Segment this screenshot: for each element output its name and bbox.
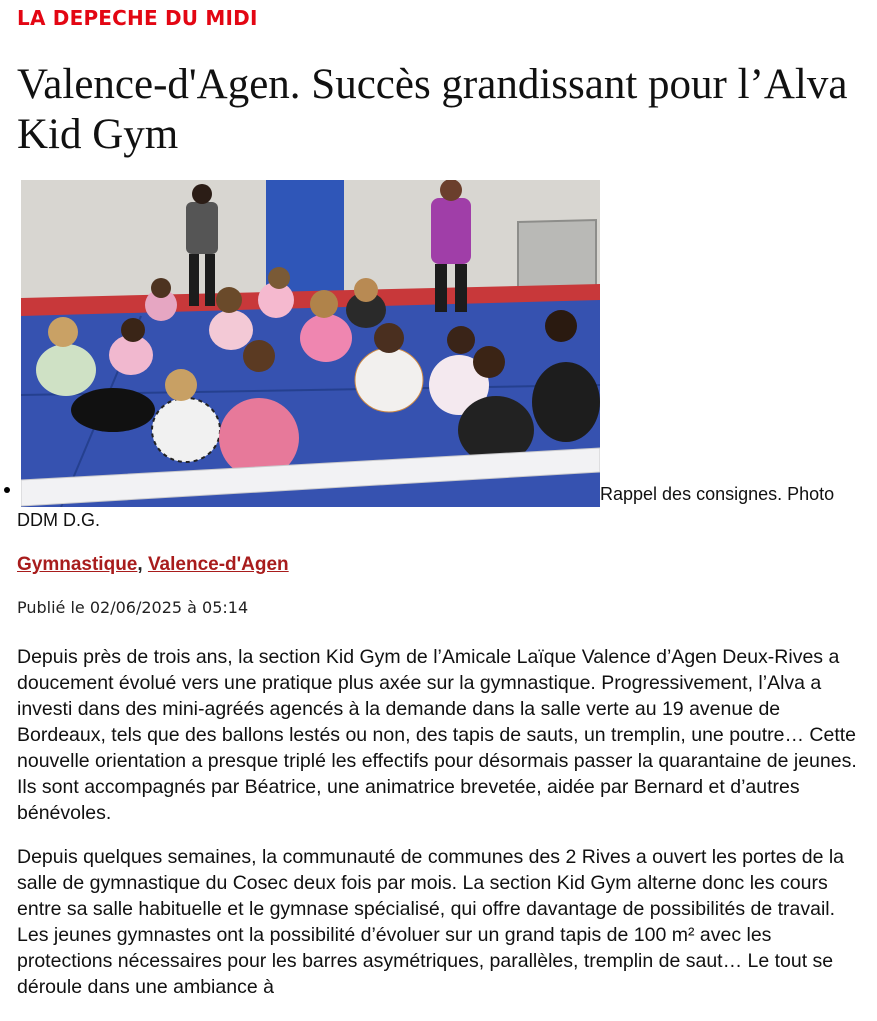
tag-separator: , — [137, 554, 148, 575]
figure-list — [17, 180, 867, 533]
article-tags — [17, 554, 289, 576]
tag-link-valence-dagen[interactable]: Valence-d'Agen — [147, 554, 289, 575]
gymnasium-photo-illustration — [21, 180, 600, 507]
photo-caption: Rappel des consignes. Photo DDM D.G. — [17, 484, 835, 530]
article-body — [17, 644, 867, 1018]
article-headline: Valence-d'Agen. Succès grandissant pour l’Alva Kid Gym — [17, 61, 848, 158]
tag-link-gymnastique[interactable]: Gymnastique — [17, 554, 138, 575]
article-photo — [21, 180, 600, 507]
figure-item — [17, 180, 867, 533]
masthead-logo[interactable]: LA DEPECHE DU MIDI — [17, 6, 258, 30]
article-paragraph: Depuis quelques semaines, la communauté de communes des 2 Rives a ouvert les portes de la salle de gymnastique du Cosec deux fois par mois. La section Kid Gym alterne donc les cours entre sa salle habituelle et le gymnase spécialisé, qui offre davantage de possibilités de travail. Les jeunes gymnastes ont la possibilité d’évoluer sur un grand tapis de 100 m² avec les protections nécessaires pour les barres asymétriques, parallèles, tremplin de saut… Le tout se déroule dans une ambiance à — [17, 846, 845, 998]
list-bullet — [4, 487, 10, 493]
article-paragraph: Depuis près de trois ans, la section Kid Gym de l’Amicale Laïque Valence d’Agen Deux-Rives a doucement évolué vers une pratique plus axée sur la gymnastique. Progressivement, l’Alva a investi dans des mini-agréés agencés à la demande dans la salle verte au 19 avenue de Bordeaux, tels que des ballons lestés ou non, des tapis de sauts, un tremplin, une poutre… Cette nouvelle orientation a presque triplé les effectifs pour désormais passer la quarantaine de jeunes. Ils sont accompagnés par Béatrice, une animatrice brevetée, aidée par Bernard et d’autres bénévoles. — [17, 646, 857, 824]
publication-date: Publié le 02/06/2025 à 05:14 — [17, 598, 249, 617]
